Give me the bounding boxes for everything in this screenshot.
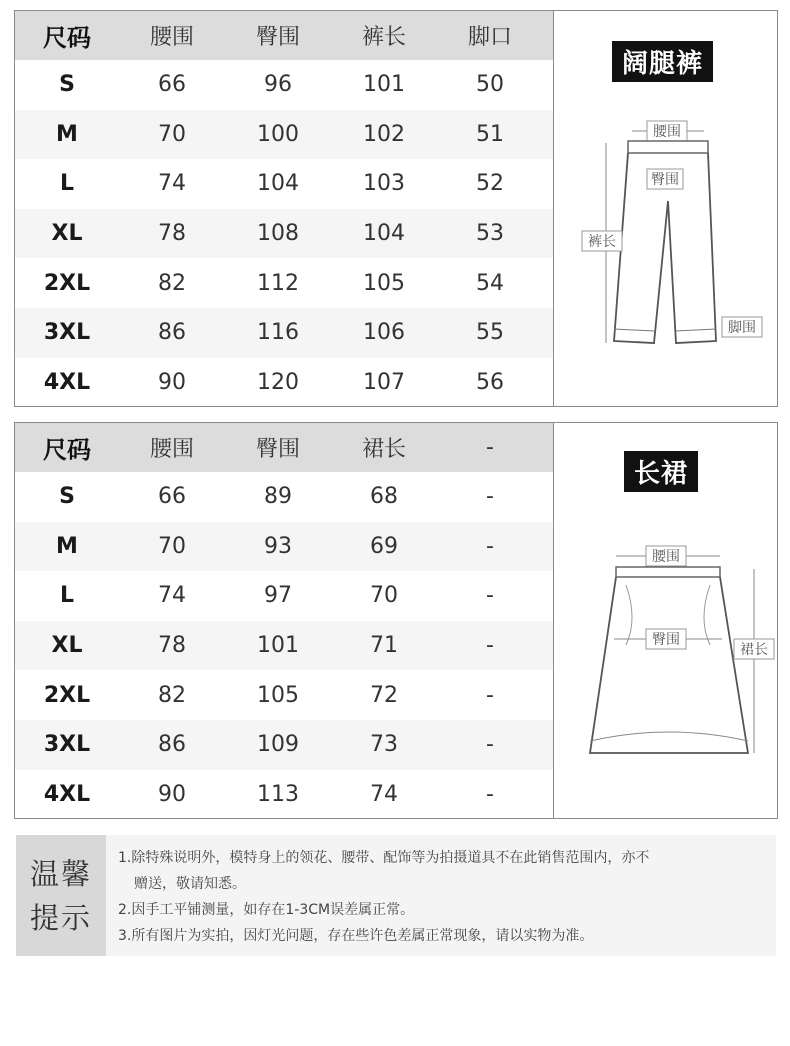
length-label: 裤长 [588, 234, 616, 250]
cell-hip: 104 [257, 171, 299, 197]
right-hem-line [676, 329, 716, 331]
table-row [15, 209, 553, 259]
cell-empty: - [486, 633, 494, 659]
cell-empty: - [486, 732, 494, 758]
skirt-hem-curve [590, 732, 748, 741]
skirt-size-panel [14, 422, 778, 819]
cell-hip: 105 [257, 682, 299, 708]
cell-waist: 82 [158, 270, 186, 296]
cell-waist: 78 [158, 221, 186, 247]
cell-size: 2XL [43, 270, 91, 296]
table-row [15, 522, 553, 572]
right-pocket [704, 585, 710, 645]
cell-hem: 55 [476, 320, 504, 346]
notice-line-3: 3.所有图片为实拍，因灯光问题，存在些许色差属正常现象，请以实物为准。 [118, 928, 594, 944]
cell-hip: 116 [257, 320, 299, 346]
cell-hip: 112 [257, 270, 299, 296]
hip-label: 臀围 [651, 172, 679, 188]
header-length: 裤长 [361, 25, 406, 50]
cell-waist: 70 [158, 121, 186, 147]
cell-hip: 97 [264, 583, 292, 609]
cell-waist: 74 [158, 171, 186, 197]
cell-size: S [59, 72, 75, 98]
pants-title: 阔腿裤 [612, 41, 713, 82]
table-row [15, 308, 553, 358]
cell-waist: 90 [158, 369, 186, 395]
notice-title [16, 835, 106, 956]
cell-length: 74 [370, 781, 398, 807]
cell-size: L [59, 171, 75, 197]
cell-size: 3XL [43, 732, 91, 758]
table-row [15, 60, 553, 110]
cell-size: 2XL [43, 682, 91, 708]
cell-hip: 113 [257, 781, 299, 807]
cell-size: 4XL [43, 781, 91, 807]
cell-waist: 86 [158, 320, 186, 346]
cell-waist: 74 [158, 583, 186, 609]
left-hem-line [614, 329, 654, 331]
pants-illustration [554, 11, 777, 406]
notice-box [16, 835, 776, 956]
table-row [15, 472, 553, 522]
cell-hip: 101 [257, 633, 299, 659]
cell-waist: 82 [158, 682, 186, 708]
cell-waist: 70 [158, 533, 186, 559]
cell-length: 73 [370, 732, 398, 758]
cell-size: S [59, 484, 75, 510]
cell-empty: - [486, 781, 494, 807]
skirt-diagram [554, 423, 777, 818]
skirt-illustration [554, 423, 777, 818]
header-size: 尺码 [43, 24, 91, 52]
skirt-size-table [15, 423, 554, 818]
cell-size: XL [51, 221, 83, 247]
cell-waist: 90 [158, 781, 186, 807]
hem-label: 脚围 [728, 320, 756, 336]
cell-size: M [56, 121, 78, 147]
table-row [15, 571, 553, 621]
cell-size: 3XL [43, 320, 91, 346]
table-row [15, 621, 553, 671]
cell-hip: 96 [264, 72, 292, 98]
skirt-outline [590, 577, 748, 753]
notice-line-2: 2.因手工平铺测量，如存在1-3CM误差属正常。 [118, 902, 415, 918]
table-header-row [15, 423, 553, 472]
table-row [15, 358, 553, 408]
cell-size: XL [51, 633, 83, 659]
header-hip: 臀围 [255, 25, 300, 50]
table-header-row [15, 11, 553, 60]
waist-label: 腰围 [652, 549, 680, 565]
cell-size: M [56, 533, 78, 559]
cell-hip: 108 [257, 221, 299, 247]
cell-size: L [59, 583, 75, 609]
length-label: 裙长 [740, 642, 768, 658]
cell-empty: - [486, 682, 494, 708]
cell-empty: - [486, 533, 494, 559]
notice-title-line2: 提示 [29, 900, 92, 935]
header-hip: 臀围 [255, 437, 300, 462]
table-row [15, 159, 553, 209]
cell-length: 70 [370, 583, 398, 609]
table-row [15, 770, 553, 820]
cell-hip: 93 [264, 533, 292, 559]
cell-length: 106 [363, 320, 405, 346]
cell-hip: 89 [264, 484, 292, 510]
cell-waist: 86 [158, 732, 186, 758]
table-row [15, 720, 553, 770]
cell-length: 101 [363, 72, 405, 98]
cell-hip: 100 [257, 121, 299, 147]
cell-hem: 50 [476, 72, 504, 98]
cell-length: 103 [363, 171, 405, 197]
cell-hem: 51 [476, 121, 504, 147]
header-waist: 腰围 [149, 25, 194, 50]
cell-empty: - [486, 583, 494, 609]
pants-size-panel [14, 10, 778, 407]
cell-hem: 53 [476, 221, 504, 247]
header-size: 尺码 [43, 436, 91, 464]
cell-length: 104 [363, 221, 405, 247]
cell-length: 105 [363, 270, 405, 296]
header-waist: 腰围 [149, 437, 194, 462]
table-row [15, 670, 553, 720]
header-empty: - [486, 435, 494, 460]
cell-hip: 120 [257, 369, 299, 395]
cell-length: 69 [370, 533, 398, 559]
cell-waist: 66 [158, 484, 186, 510]
cell-empty: - [486, 484, 494, 510]
notice-line-1-cont: 赠送，敬请知悉。 [134, 876, 246, 892]
cell-size: 4XL [43, 369, 91, 395]
cell-length: 102 [363, 121, 405, 147]
pants-size-table [15, 11, 554, 406]
left-pocket [626, 585, 632, 645]
notice-body [118, 845, 768, 949]
notice-title-line1: 温馨 [29, 856, 92, 891]
hip-label: 臀围 [652, 632, 680, 648]
cell-length: 68 [370, 484, 398, 510]
header-length: 裙长 [361, 437, 406, 462]
header-hem: 脚口 [467, 25, 512, 50]
skirt-waistband [616, 567, 720, 577]
pants-diagram [554, 11, 777, 406]
cell-length: 71 [370, 633, 398, 659]
cell-hem: 54 [476, 270, 504, 296]
cell-length: 107 [363, 369, 405, 395]
cell-hip: 109 [257, 732, 299, 758]
pants-waistband [628, 141, 708, 153]
waist-label: 腰围 [653, 124, 681, 140]
cell-length: 72 [370, 682, 398, 708]
notice-line-1: 1.除特殊说明外，模特身上的领花、腰带、配饰等为拍摄道具不在此销售范围内，亦不 [118, 850, 650, 866]
table-row [15, 258, 553, 308]
cell-waist: 66 [158, 72, 186, 98]
cell-hem: 56 [476, 369, 504, 395]
cell-hem: 52 [476, 171, 504, 197]
skirt-title: 长裙 [624, 451, 698, 492]
cell-waist: 78 [158, 633, 186, 659]
table-row [15, 110, 553, 160]
